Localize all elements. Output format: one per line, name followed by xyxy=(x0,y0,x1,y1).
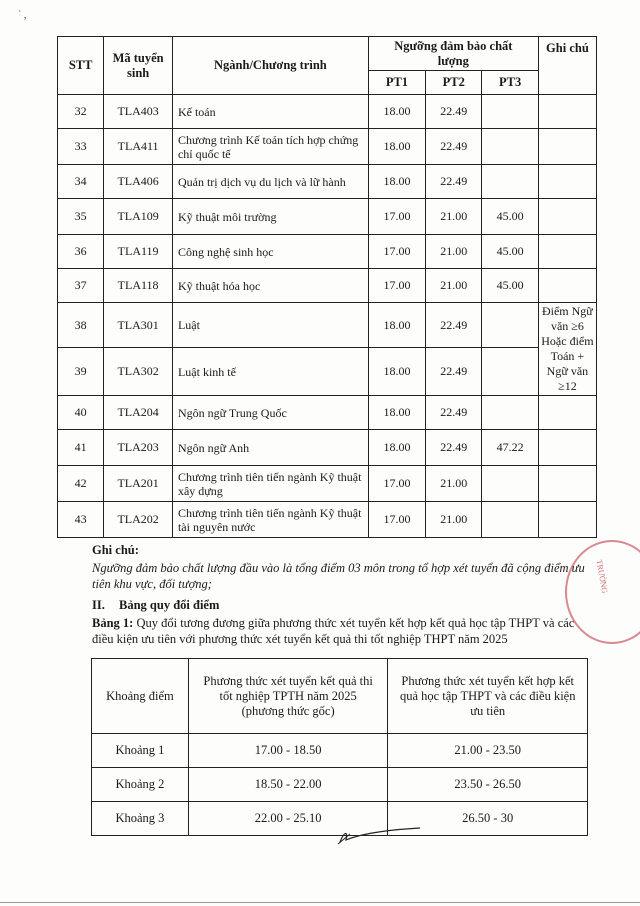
cell-note xyxy=(538,502,596,538)
header-stt: STT xyxy=(58,37,104,95)
cell-stt: 35 xyxy=(58,199,104,235)
cell-stt: 34 xyxy=(58,165,104,199)
cell-note xyxy=(538,165,596,199)
cell-pt1: 17.00 xyxy=(368,269,425,303)
cell-program: Chương trình tiên tiến ngành Kỹ thuật xây dựng xyxy=(172,466,368,502)
cell-original: 22.00 - 25.10 xyxy=(188,802,388,836)
header-pt3: PT3 xyxy=(482,71,538,95)
header-threshold: Ngưỡng đảm bảo chất lượng xyxy=(368,37,538,71)
cell-program: Kế toán xyxy=(172,95,368,129)
threshold-table xyxy=(57,36,597,538)
section-title: Bảng quy đổi điểm xyxy=(119,598,220,612)
cell-stt: 36 xyxy=(58,235,104,269)
cell-pt3 xyxy=(482,396,538,430)
cell-pt2: 22.49 xyxy=(426,348,482,396)
cell-pt3 xyxy=(482,502,538,538)
cell-pt1: 18.00 xyxy=(368,430,425,466)
cell-pt2: 22.49 xyxy=(426,303,482,348)
table-label: Bảng 1: xyxy=(92,616,134,630)
cell-combined: 23.50 - 26.50 xyxy=(388,768,588,802)
conversion-table xyxy=(91,658,588,836)
cell-program: Công nghệ sinh học xyxy=(172,235,368,269)
table-row xyxy=(58,466,597,502)
cell-program: Chương trình tiên tiến ngành Kỹ thuật tài nguyên nước xyxy=(172,502,368,538)
cell-code: TLA403 xyxy=(104,95,173,129)
table-row xyxy=(58,129,597,165)
cell-program: Ngôn ngữ Anh xyxy=(172,430,368,466)
table-row xyxy=(58,199,597,235)
cell-program: Luật kinh tế xyxy=(172,348,368,396)
cell-note xyxy=(538,269,596,303)
cell-code: TLA109 xyxy=(104,199,173,235)
cell-program: Quản trị dịch vụ du lịch và lữ hành xyxy=(172,165,368,199)
table-row xyxy=(92,734,588,768)
table-caption xyxy=(92,615,592,647)
cell-pt1: 17.00 xyxy=(368,502,425,538)
page-bottom-rule xyxy=(0,902,640,903)
cell-stt: 42 xyxy=(58,466,104,502)
cell-pt1: 18.00 xyxy=(368,303,425,348)
notes-heading: Ghi chú: xyxy=(92,543,139,557)
cell-pt1: 17.00 xyxy=(368,466,425,502)
cell-pt1: 18.00 xyxy=(368,165,425,199)
table-row xyxy=(58,235,597,269)
cell-pt1: 18.00 xyxy=(368,95,425,129)
cell-pt2: 22.49 xyxy=(426,165,482,199)
cell-pt2: 22.49 xyxy=(426,430,482,466)
cell-note xyxy=(538,199,596,235)
cell-pt1: 17.00 xyxy=(368,199,425,235)
cell-code: TLA302 xyxy=(104,348,173,396)
cell-note xyxy=(538,95,596,129)
cell-stt: 39 xyxy=(58,348,104,396)
header-combined: Phương thức xét tuyển kết hợp kết quả học tập THPT và các điều kiện ưu tiên xyxy=(388,659,588,734)
cell-pt2: 22.49 xyxy=(426,95,482,129)
header-original: Phương thức xét tuyển kết quả thi tốt nghiệp TPTH năm 2025 (phương thức gốc) xyxy=(188,659,388,734)
header-range: Khoảng điểm xyxy=(92,659,189,734)
cell-pt1: 18.00 xyxy=(368,348,425,396)
cell-pt3 xyxy=(482,303,538,348)
cell-program: Kỹ thuật môi trường xyxy=(172,199,368,235)
cell-note xyxy=(538,466,596,502)
table-row xyxy=(92,768,588,802)
cell-note xyxy=(538,396,596,430)
cell-code: TLA203 xyxy=(104,430,173,466)
cell-pt2: 21.00 xyxy=(426,269,482,303)
cell-code: TLA118 xyxy=(104,269,173,303)
cell-stt: 33 xyxy=(58,129,104,165)
header-code: Mã tuyển sinh xyxy=(104,37,173,95)
cell-code: TLA411 xyxy=(104,129,173,165)
cell-pt2: 21.00 xyxy=(426,235,482,269)
cell-pt3 xyxy=(482,348,538,396)
cell-program: Ngôn ngữ Trung Quốc xyxy=(172,396,368,430)
cell-pt3: 45.00 xyxy=(482,269,538,303)
cell-program: Luật xyxy=(172,303,368,348)
cell-pt3 xyxy=(482,129,538,165)
cell-pt3: 45.00 xyxy=(482,199,538,235)
cell-original: 17.00 - 18.50 xyxy=(188,734,388,768)
cell-original: 18.50 - 22.00 xyxy=(188,768,388,802)
header-program: Ngành/Chương trình xyxy=(172,37,368,95)
cell-range: Khoảng 3 xyxy=(92,802,189,836)
cell-pt3 xyxy=(482,466,538,502)
stamp-text: TRƯỜNG xyxy=(594,559,610,594)
cell-range: Khoảng 2 xyxy=(92,768,189,802)
cell-pt1: 18.00 xyxy=(368,129,425,165)
table-caption-text: Quy đổi tương đương giữa phương thức xét tuyển kết hợp kết quả học tập THPT và các điều kiện ưu tiên với phương thức xét tuyển kết quả thi tốt nghiệp THPT năm 2025 xyxy=(92,616,575,646)
cell-pt2: 21.00 xyxy=(426,199,482,235)
cell-range: Khoảng 1 xyxy=(92,734,189,768)
cell-stt: 32 xyxy=(58,95,104,129)
cell-note xyxy=(538,235,596,269)
cell-code: TLA301 xyxy=(104,303,173,348)
cell-pt3 xyxy=(482,165,538,199)
note-line-1: Điểm Ngữ văn ≥6 xyxy=(541,304,593,333)
cell-stt: 43 xyxy=(58,502,104,538)
table-row xyxy=(58,396,597,430)
table-row xyxy=(58,502,597,538)
scan-mark: ` , xyxy=(18,10,27,21)
cell-pt2: 22.49 xyxy=(426,129,482,165)
cell-stt: 38 xyxy=(58,303,104,348)
cell-pt3 xyxy=(482,95,538,129)
cell-pt1: 18.00 xyxy=(368,396,425,430)
cell-code: TLA119 xyxy=(104,235,173,269)
cell-pt1: 17.00 xyxy=(368,235,425,269)
cell-code: TLA406 xyxy=(104,165,173,199)
cell-combined: 26.50 - 30 xyxy=(388,802,588,836)
cell-pt3: 45.00 xyxy=(482,235,538,269)
header-note: Ghi chú xyxy=(538,37,596,95)
table-row xyxy=(58,348,597,396)
cell-note xyxy=(538,129,596,165)
table-row xyxy=(58,430,597,466)
cell-note xyxy=(538,303,596,396)
cell-note xyxy=(538,430,596,466)
cell-program: Chương trình Kế toán tích hợp chứng chỉ quốc tế xyxy=(172,129,368,165)
cell-stt: 41 xyxy=(58,430,104,466)
cell-code: TLA204 xyxy=(104,396,173,430)
table-row xyxy=(58,269,597,303)
table-row xyxy=(58,165,597,199)
signature xyxy=(330,820,430,850)
cell-combined: 21.00 - 23.50 xyxy=(388,734,588,768)
cell-code: TLA202 xyxy=(104,502,173,538)
header-pt2: PT2 xyxy=(426,71,482,95)
table-row xyxy=(58,303,597,348)
cell-stt: 40 xyxy=(58,396,104,430)
cell-pt3: 47.22 xyxy=(482,430,538,466)
section-number: II. xyxy=(92,598,105,612)
table-row xyxy=(58,95,597,129)
header-pt1: PT1 xyxy=(368,71,425,95)
notes-body: Ngưỡng đảm bảo chất lượng đầu vào là tổng điểm 03 môn trong tổ hợp xét tuyển đã cộng điểm ưu tiên khu vực, đối tượng; xyxy=(92,561,585,591)
cell-pt2: 21.00 xyxy=(426,466,482,502)
cell-pt2: 21.00 xyxy=(426,502,482,538)
cell-pt2: 22.49 xyxy=(426,396,482,430)
cell-stt: 37 xyxy=(58,269,104,303)
cell-program: Kỹ thuật hóa học xyxy=(172,269,368,303)
note-line-2: Hoặc điểm Toán + Ngữ văn ≥12 xyxy=(541,334,594,393)
cell-code: TLA201 xyxy=(104,466,173,502)
